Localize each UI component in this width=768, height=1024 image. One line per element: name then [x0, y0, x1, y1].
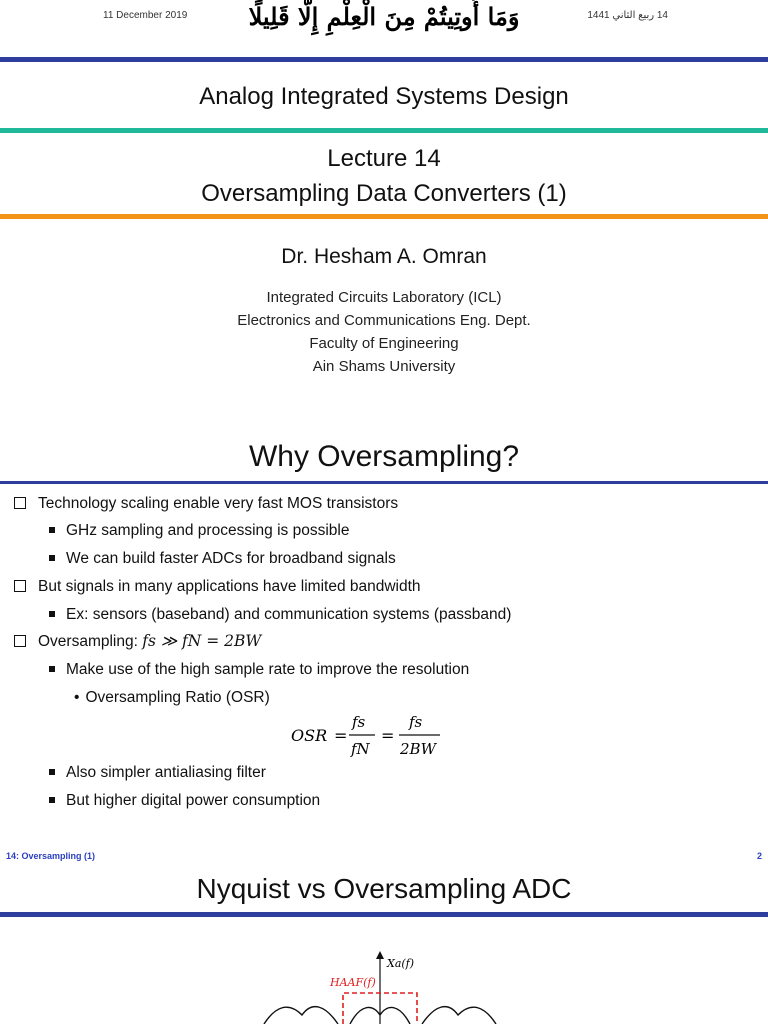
- lecture-number: Lecture 14: [327, 145, 441, 172]
- slide-footer-label: 14: Oversampling (1): [6, 851, 96, 861]
- affiliation-faculty: Faculty of Engineering: [309, 335, 459, 352]
- square-bullet-icon: [49, 797, 55, 803]
- square-bullet-icon: [49, 769, 55, 775]
- square-bullet-icon: [49, 666, 55, 672]
- title-divider: [0, 128, 768, 133]
- spectrum-replica-right: [422, 1007, 496, 1024]
- course-title: Analog Integrated Systems Design: [199, 83, 569, 110]
- formula-numerator-1: fs: [352, 713, 366, 731]
- quran-verse-calligraphy: وَمَا أُوتِيتُمْ مِنَ الْعِلْمِ إِلَّا قَلِيلًا: [248, 2, 520, 31]
- lecture-divider: [0, 214, 768, 219]
- slide-title: Nyquist vs Oversampling ADC: [196, 873, 572, 904]
- date-gregorian: 11 December 2019: [103, 10, 188, 21]
- subbullet-antialiasing: Also simpler antialiasing filter: [49, 764, 266, 782]
- subbullet-ghz: GHz sampling and processing is possible: [49, 522, 349, 540]
- square-bullet-icon: [49, 527, 55, 533]
- checkbox-bullet-icon: [14, 580, 26, 592]
- spectrum-replica-left: [264, 1007, 338, 1024]
- date-hijri: 14 ربيع الثاني 1441: [587, 10, 668, 21]
- affiliation-university: Ain Shams University: [312, 358, 456, 375]
- square-bullet-icon: [49, 611, 55, 617]
- oversampling-condition-math: fs ≫ fN = 2BW: [142, 632, 262, 650]
- slide-title-divider: [0, 481, 768, 484]
- round-bullet-icon: •: [74, 689, 80, 706]
- affiliation-dept: Electronics and Communications Eng. Dept.: [237, 312, 531, 329]
- affiliation-lab: Integrated Circuits Laboratory (ICL): [266, 289, 502, 306]
- formula-equals-1: =: [334, 726, 348, 745]
- formula-numerator-2: fs: [409, 713, 423, 731]
- spectrum-figure: [250, 945, 510, 1024]
- formula-denominator-1: fN: [351, 740, 370, 758]
- square-bullet-icon: [49, 555, 55, 561]
- slide-title: Why Oversampling?: [248, 440, 520, 473]
- subbullet-power: But higher digital power consumption: [49, 792, 320, 810]
- header-divider: [0, 57, 768, 62]
- slide-title-divider: [0, 912, 768, 917]
- author-name: Dr. Hesham A. Omran: [281, 245, 487, 268]
- axis-arrow-icon: [376, 951, 384, 959]
- lecture-subtitle: Oversampling Data Converters (1): [201, 180, 567, 207]
- checkbox-bullet-icon: [14, 497, 26, 509]
- formula-equals-2: =: [381, 726, 395, 745]
- axis-label: Xa(f): [387, 957, 415, 970]
- slide-page-number: 2: [756, 851, 762, 861]
- formula-denominator-2: 2BW: [400, 740, 436, 758]
- bullet-oversampling: Oversampling: fs ≫ fN = 2BW: [14, 632, 261, 651]
- subsubbullet-osr: • Oversampling Ratio (OSR): [74, 689, 270, 706]
- osr-formula: [285, 706, 455, 764]
- subbullet-resolution: Make use of the high sample rate to improve the resolution: [49, 661, 469, 679]
- aaf-label: HAAF(f): [330, 976, 376, 989]
- subbullet-faster-adcs: We can build faster ADCs for broadband signals: [49, 550, 396, 568]
- subbullet-sensors: Ex: sensors (baseband) and communication systems (passband): [49, 606, 511, 624]
- formula-lhs: OSR: [291, 726, 328, 745]
- bullet-technology: Technology scaling enable very fast MOS transistors: [14, 495, 398, 513]
- bullet-limited-bandwidth: But signals in many applications have limited bandwidth: [14, 578, 421, 596]
- checkbox-bullet-icon: [14, 635, 26, 647]
